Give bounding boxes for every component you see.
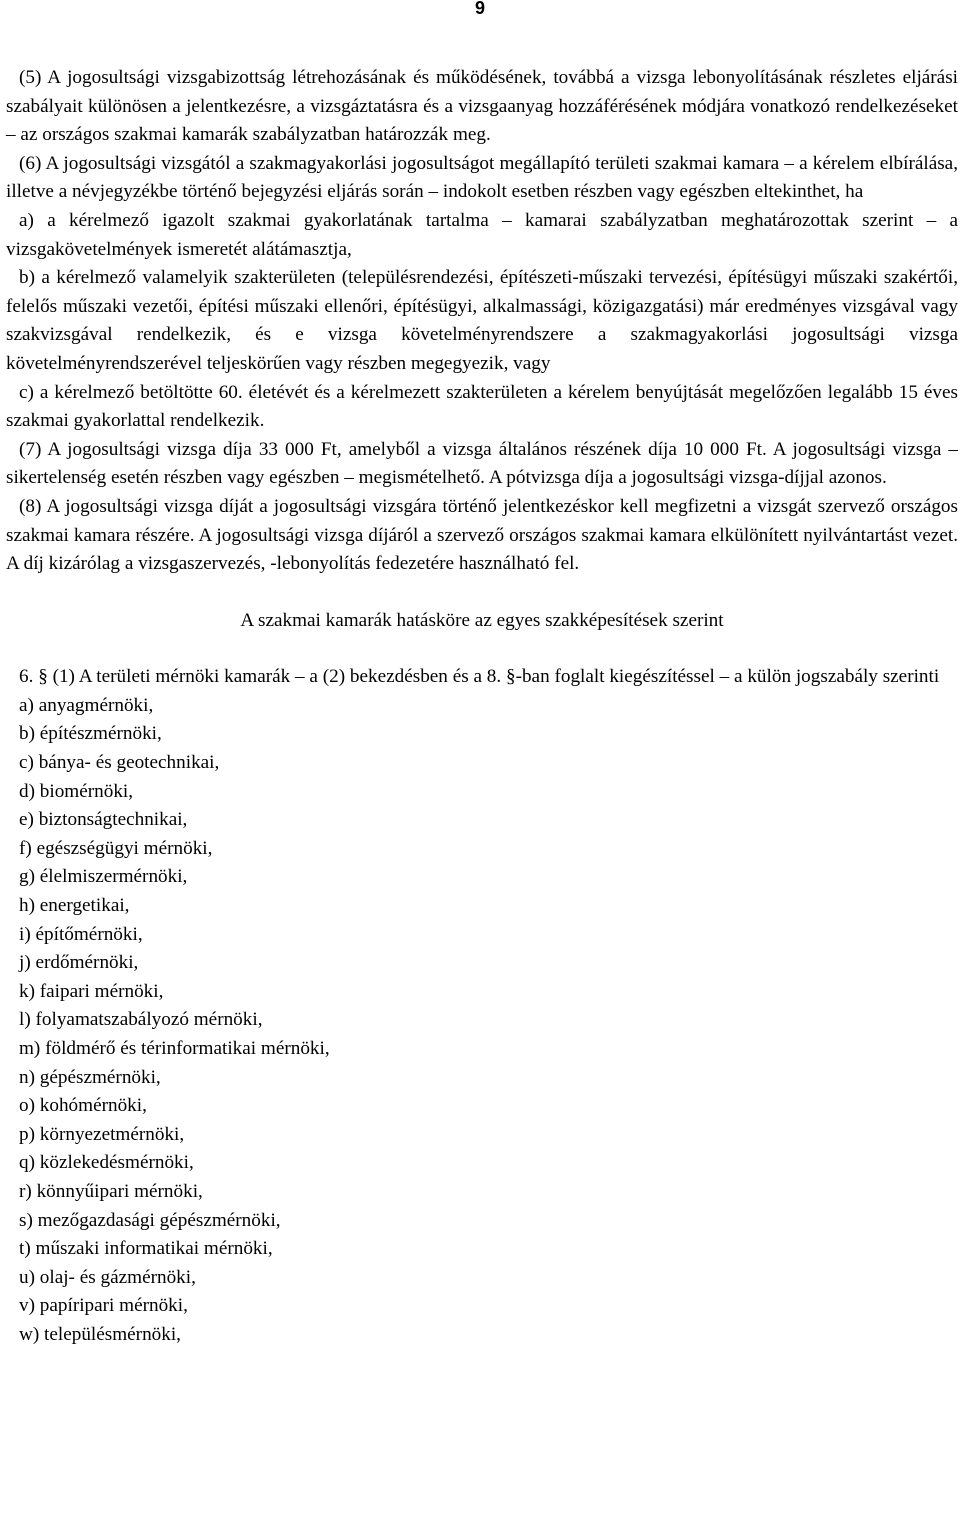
list-item: q) közlekedésmérnöki, (19, 1152, 194, 1174)
list-item: m) földmérő és térinformatikai mérnöki, (19, 1038, 330, 1059)
list-item: l) folyamatszabályozó mérnöki, (19, 1009, 263, 1031)
list-item: s) mezőgazdasági gépészmérnöki, (19, 1209, 281, 1231)
paragraph-7: (7) A jogosultsági vizsga díja 33 000 Ft, amelyből a vizsga általános részének díja 10 000 Ft. A jogosultsági vizsga – sikertelenség esetén részben vagy egészben – megismételhető. A pótvizsga díja a jogosultsági vizsga-díjjal azonos. (6, 438, 958, 489)
paragraph-6-c: c) a kérelmező betöltötte 60. életévét és a kérelmezett szakterületen a kérelem benyújtását megelőzően legalább 15 éves szakmai gyakorlattal rendelkezik. (6, 381, 958, 432)
paragraph-6-a: a) a kérelmező igazolt szakmai gyakorlatának tartalma – kamarai szabályzatban meghatározottak szerint – a vizsgakövetelmények ismeretét alátámasztja, (6, 209, 958, 260)
list-item: k) faipari mérnöki, (19, 980, 164, 1002)
list-item: w) településmérnöki, (19, 1323, 181, 1345)
list-item: n) gépészmérnöki, (19, 1066, 161, 1088)
list-item: a) anyagmérnöki, (19, 694, 154, 716)
list-item: f) egészségügyi mérnöki, (19, 837, 213, 859)
section-heading: A szakmai kamarák hatásköre az egyes szakképesítések szerint (240, 609, 724, 631)
list-item: e) biztonságtechnikai, (19, 809, 188, 831)
list-item: h) energetikai, (19, 895, 130, 917)
paragraph-6: (6) A jogosultsági vizsgától a szakmagyakorlási jogosultságot megállapító területi szakmai kamara – a kérelem elbírálása, illetve a névjegyzékbe történő bejegyzési eljárás során – indokolt esetben részben vagy egészben eltekinthet, ha (6, 152, 958, 203)
list-item: r) könnyűipari mérnöki, (19, 1180, 203, 1202)
list-item: u) olaj- és gázmérnöki, (19, 1266, 196, 1288)
list-item: d) biomérnöki, (19, 780, 134, 802)
list-item: o) kohómérnöki, (19, 1095, 147, 1117)
paragraph-6-b: b) a kérelmező valamelyik szakterületen (településrendezési, építészeti-műszaki tervezési, építésügyi műszaki szakértői, felelős műszaki vezetői, építési műszaki ellenőri, építésügyi, alkalmassági, közigazgatási) már eredményes vizsgával vagy szakvizsgával rendelkezik, és e vizsga követelményrendszere a szakmagyakorlási jogosultsági vizsga követelményrendszerével teljeskörűen vagy részben megegyezik, vagy (6, 267, 958, 374)
document-body (6, 64, 958, 1350)
list-item: i) építőmérnöki, (19, 923, 143, 945)
paragraph-8: (8) A jogosultsági vizsga díját a jogosultsági vizsgára történő jelentkezéskor kell megfizetni a vizsgát szervező országos szakmai kamara részére. A jogosultsági vizsga díjáról a szervező országos szakmai kamara elkülönített nyilvántartást vezet. A díj kizárólag a vizsgaszervezés, -lebonyolítás fedezetére használható fel. (6, 495, 958, 575)
list-item: c) bánya- és geotechnikai, (19, 752, 220, 774)
page-number: 9 (474, 0, 485, 18)
section-6-intro: 6. § (1) A területi mérnöki kamarák – a (2) bekezdésben és a 8. §-ban foglalt kiegészítéssel – a külön jogszabály szerinti (19, 666, 940, 688)
list-item: g) élelmiszermérnöki, (19, 866, 188, 888)
list-item: p) környezetmérnöki, (19, 1123, 185, 1145)
list-item: t) műszaki informatikai mérnöki, (19, 1238, 273, 1260)
paragraph-5: (5) A jogosultsági vizsgabizottság létrehozásának és működésének, továbbá a vizsga lebonyolításának részletes eljárási szabályait különösen a jelentkezésre, a vizsgáztatásra és a vizsgaanyag hozzáférésének módjára vonatkozó rendelkezéseket – az országos szakmai kamarák szabályzatban határozzák meg. (6, 67, 958, 146)
list-item: v) papíripari mérnöki, (19, 1295, 188, 1317)
specialty-list (6, 692, 958, 1350)
list-item: j) erdőmérnöki, (19, 952, 139, 974)
list-item: b) építészmérnöki, (19, 723, 162, 745)
